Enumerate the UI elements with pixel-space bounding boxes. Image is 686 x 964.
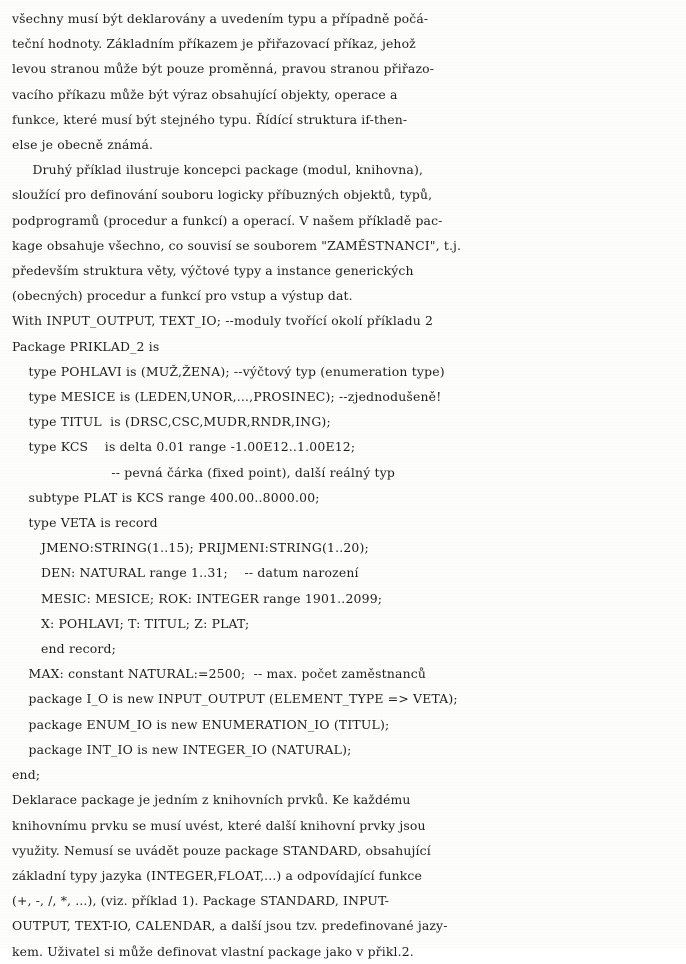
code-line: DEN: NATURAL range 1..31; -- datum narození	[12, 565, 359, 581]
body-line: všechny musí být deklarovány a uvedením typu a případně počá-	[12, 11, 429, 26]
body-line: základní typy jazyka (INTEGER,FLOAT,...) a odpovídající funkce	[12, 867, 423, 883]
code-line: MESIC: MESICE; ROK: INTEGER range 1901..2099;	[12, 590, 383, 606]
second-paragraph	[12, 157, 676, 308]
body-line: (+, -, /, *, ...), (viz. příklad 1). Package STANDARD, INPUT-	[12, 893, 390, 909]
intro-paragraph	[12, 6, 676, 157]
document-text-column	[12, 6, 676, 964]
closing-paragraph	[12, 787, 676, 963]
body-line: knihovnímu prvku se musí uvést, které další knihovní prvky jsou	[12, 817, 426, 833]
code-line: package INT_IO is new INTEGER_IO (NATURAL);	[12, 741, 352, 757]
body-line: především struktura věty, výčtové typy a instance generických	[12, 263, 414, 279]
code-line: type VETA is record	[12, 515, 158, 531]
body-line: (obecných) procedur a funkcí pro vstup a výstup dat.	[12, 288, 353, 304]
body-line: Deklarace package je jedním z knihovních prvků. Ke každému	[12, 792, 411, 808]
code-line: type KCS is delta 0.01 range -1.00E12..1.00E12;	[12, 439, 356, 455]
code-line: type POHLAVI is (MUŽ,ŽENA); --výčtový typ (enumeration type)	[12, 363, 445, 379]
code-line: subtype PLAT is KCS range 400.00..8000.00;	[12, 489, 320, 505]
body-line: teční hodnoty. Základním příkazem je přiřazovací příkaz, jehož	[12, 36, 416, 52]
body-line: funkce, které musí být stejného typu. Řídící struktura if-then-	[12, 111, 408, 127]
body-line: využity. Nemusí se uvádět pouze package STANDARD, obsahující	[12, 842, 431, 858]
code-line: type MESICE is (LEDEN,UNOR,...,PROSINEC); --zjednodušeně!	[12, 389, 442, 405]
code-line: end record;	[12, 641, 117, 657]
code-line: With INPUT_OUTPUT, TEXT_IO; --moduly tvořící okolí příkladu 2	[12, 313, 434, 329]
body-line: Druhý příklad ilustruje koncepci package (modul, knihovna),	[12, 162, 424, 178]
code-line: type TITUL is (DRSC,CSC,MUDR,RNDR,ING);	[12, 414, 331, 430]
body-line: vacího příkazu může být výraz obsahující objekty, operace a	[12, 86, 398, 102]
code-line: MAX: constant NATURAL:=2500; -- max. počet zaměstnanců	[12, 666, 427, 682]
code-line: X: POHLAVI; T: TITUL; Z: PLAT;	[12, 615, 250, 631]
body-line: sloužící pro definování souboru logicky příbuzných objektů, typů,	[12, 187, 433, 203]
ada-code-listing	[12, 308, 676, 787]
code-line: Package PRIKLAD_2 is	[12, 338, 160, 354]
body-line: else je obecně známá.	[12, 137, 154, 153]
code-line: package I_O is new INPUT_OUTPUT (ELEMENT_TYPE => VETA);	[12, 691, 458, 707]
code-line: end;	[12, 767, 41, 783]
code-line: package ENUM_IO is new ENUMERATION_IO (TITUL);	[12, 716, 390, 732]
body-line: podprogramů (procedur a funkcí) a operací. V našem příkladě pac-	[12, 212, 443, 228]
body-line: kem. Uživatel si může definovat vlastní package jako v přikl.2.	[12, 943, 414, 959]
body-line: levou stranou může být pouze proměnná, pravou stranou přiřazo-	[12, 61, 435, 77]
code-line: JMENO:STRING(1..15); PRIJMENI:STRING(1..20);	[12, 540, 369, 556]
body-line: OUTPUT, TEXT-IO, CALENDAR, a další jsou tzv. predefinované jazy-	[12, 918, 448, 934]
code-line: -- pevná čárka (fixed point), další reálný typ	[12, 464, 396, 480]
body-line: kage obsahuje všechno, co souvisí se souborem "ZAMĚSTNANCI", t.j.	[12, 237, 462, 253]
